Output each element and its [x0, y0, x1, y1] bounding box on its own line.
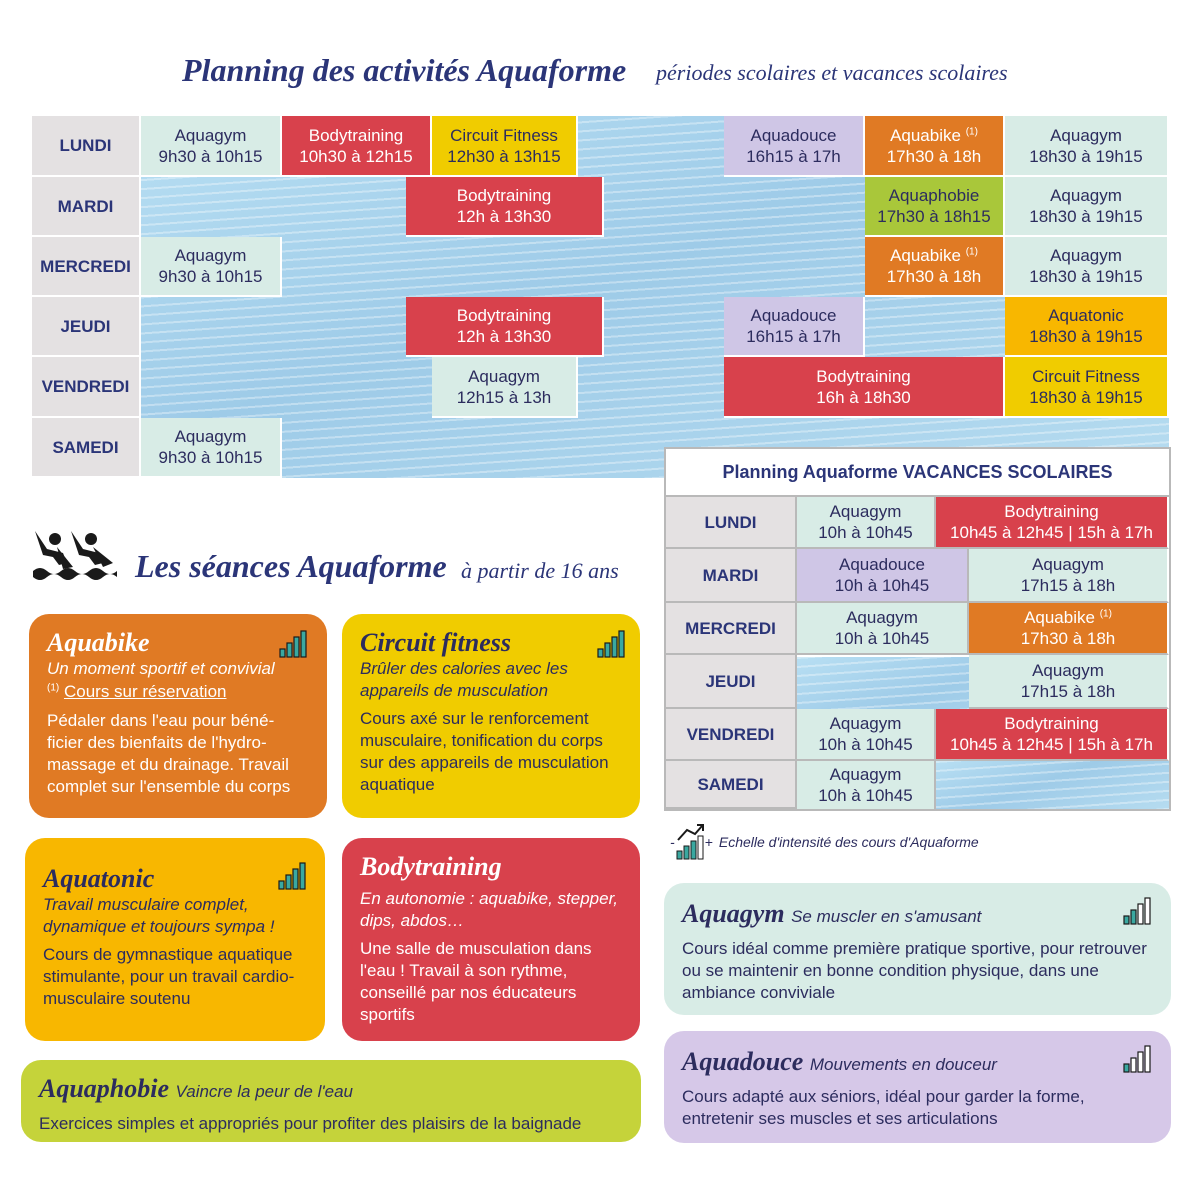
session-cell: Bodytraining 12h à 13h30	[406, 177, 604, 237]
page-subtitle: périodes scolaires et vacances scolaires	[656, 60, 1008, 85]
day-lundi: LUNDI	[32, 116, 141, 177]
intensity-bar	[293, 869, 298, 889]
card-circuit-fitness	[342, 614, 640, 818]
session-cell: Aquadouce 16h15 à 17h	[724, 116, 865, 177]
card-body: Une salle de musculation dans l'eau ! Travail à son rythme, conseillé par nos éducateurs sportifs	[360, 939, 592, 1024]
section-subtitle: à partir de 16 ans	[461, 558, 619, 583]
vac-day-jeudi: JEUDI	[666, 655, 797, 709]
vac-day-lundi: LUNDI	[666, 497, 797, 549]
vac-day-mardi: MARDI	[666, 549, 797, 603]
intensity-bar	[300, 863, 305, 889]
vac-session-cell: Bodytraining 10h45 à 12h45 | 15h à 17h	[936, 497, 1169, 549]
vac-session-cell: Aquagym 17h15 à 18h	[969, 549, 1169, 603]
vac-session-cell: Aquagym 17h15 à 18h	[969, 655, 1169, 709]
intensity-bar	[1124, 916, 1129, 924]
intensity-bar	[294, 637, 299, 657]
intensity-bar	[1138, 1052, 1143, 1072]
card-title-row: Aquaphobie Vaincre la peur de l'eau	[39, 1074, 353, 1103]
intensity-bar	[1138, 904, 1143, 924]
intensity-bar	[1145, 898, 1150, 924]
card-tagline: En autonomie : aquabike, stepper, dips, abdos…	[360, 889, 619, 930]
card-aquadouce	[664, 1031, 1171, 1143]
card-body: Cours axé sur le renforcement musculaire, tonification du corps sur des appareils de musculation aquatique	[360, 709, 609, 794]
vac-session-cell: Bodytraining 10h45 à 12h45 | 15h à 17h	[936, 709, 1169, 761]
vacation-schedule-table	[664, 447, 1171, 811]
pool-background	[936, 761, 1169, 809]
session-cell: Aquadouce 16h15 à 17h	[724, 297, 865, 357]
card-aquagym	[664, 883, 1171, 1015]
intensity-scale-icon	[675, 824, 705, 860]
intensity-icon	[277, 860, 309, 890]
intensity-bar	[605, 643, 610, 657]
page-title: Planning des activités Aquaforme	[182, 52, 627, 88]
vac-session-cell: Aquadouce 10h à 10h45	[797, 549, 969, 603]
card-body: Cours de gymnastique aquatique stimulante, pour un travail cardio-musculaire soutenu	[43, 945, 295, 1008]
vac-session-cell: Aquagym 10h à 10h45	[797, 761, 936, 809]
card-bodytraining	[342, 838, 640, 1041]
card-body: Cours idéal comme première pratique sportive, pour retrouver ou se maintenir en bonne condition physique, dans une ambiance conviviale	[682, 939, 1147, 1002]
intensity-bar	[619, 631, 624, 657]
vac-session-cell: Aquabike $^{(1)}$ 17h30 à 18h	[969, 603, 1169, 655]
card-title: Aquatonic	[43, 864, 155, 893]
day-vendredi: VENDREDI	[32, 357, 141, 418]
card-tagline: Un moment sportif et convivial	[47, 659, 275, 678]
vac-day-vendredi: VENDREDI	[666, 709, 797, 761]
session-cell: Bodytraining 10h30 à 12h15	[282, 116, 432, 177]
vac-session-cell: Aquagym 10h à 10h45	[797, 497, 936, 549]
session-cell: Aquagym 18h30 à 19h15	[1005, 237, 1169, 297]
card-aquabike	[29, 614, 327, 818]
section-title: Les séances Aquaforme	[135, 548, 447, 584]
session-cell: Aquatonic 18h30 à 19h15	[1005, 297, 1169, 357]
card-tagline: Brûler des calories avec les appareils de musculation	[360, 659, 568, 700]
vac-day-samedi: SAMEDI	[666, 761, 797, 809]
intensity-bar	[1131, 910, 1136, 924]
day-mardi: MARDI	[32, 177, 141, 237]
intensity-bar	[301, 631, 306, 657]
session-cell: Aquabike $^{(1)}$ 17h30 à 18h	[865, 116, 1005, 177]
intensity-bar	[287, 643, 292, 657]
card-title: Aquabike	[47, 628, 150, 657]
session-cell: Aquagym 9h30 à 10h15	[141, 418, 282, 478]
card-title-row: Aquadouce Mouvements en douceur	[682, 1047, 997, 1076]
intensity-icon	[1122, 1043, 1154, 1073]
session-cell: Circuit Fitness 12h30 à 13h15	[432, 116, 578, 177]
card-aquaphobie	[21, 1060, 641, 1142]
intensity-bar	[1131, 1058, 1136, 1072]
card-body: Cours adapté aux séniors, idéal pour garder la forme, entretenir ses muscles et ses articulations	[682, 1087, 1085, 1128]
swimmers-icon	[33, 527, 119, 583]
session-cell: Aquagym 9h30 à 10h15	[141, 237, 282, 297]
session-cell: Circuit Fitness 18h30 à 19h15	[1005, 357, 1169, 418]
intensity-icon	[1122, 895, 1154, 925]
card-tagline: Travail musculaire complet, dynamique et toujours sympa !	[43, 895, 275, 936]
intensity-icon	[278, 628, 310, 658]
card-body: Pédaler dans l'eau pour béné-ficier des bienfaits de l'hydro-massage et du drainage. Travail complet sur l'ensemble du corps	[47, 711, 291, 796]
day-samedi: SAMEDI	[32, 418, 141, 478]
card-body: Exercices simples et appropriés pour profiter des plaisirs de la baignade	[39, 1114, 582, 1133]
session-cell: Aquabike $^{(1)}$ 17h30 à 18h	[865, 237, 1005, 297]
card-aquatonic	[25, 838, 325, 1041]
day-mercredi: MERCREDI	[32, 237, 141, 297]
intensity-bar	[279, 881, 284, 889]
intensity-bar	[598, 649, 603, 657]
card-title: Bodytraining	[360, 852, 502, 881]
intensity-icon	[596, 628, 628, 658]
session-cell: Aquagym 18h30 à 19h15	[1005, 116, 1169, 177]
card-title-row: Aquagym Se muscler en s'amusant	[682, 899, 982, 928]
session-cell: Aquaphobie 17h30 à 18h15	[865, 177, 1005, 237]
session-cell: Aquagym 9h30 à 10h15	[141, 116, 282, 177]
intensity-bar	[280, 649, 285, 657]
session-cell: Bodytraining 12h à 13h30	[406, 297, 604, 357]
intensity-bar	[612, 637, 617, 657]
school-schedule-table	[32, 116, 1169, 478]
reservation-note: $^{(1)}$ Cours sur réservation	[47, 682, 227, 701]
day-jeudi: JEUDI	[32, 297, 141, 357]
card-title: Circuit fitness	[360, 628, 511, 657]
session-cell: Aquagym 12h15 à 13h	[432, 357, 578, 418]
vac-session-cell: Aquagym 10h à 10h45	[797, 603, 969, 655]
session-cell: Aquagym 18h30 à 19h15	[1005, 177, 1169, 237]
vacation-schedule-title: Planning Aquaforme VACANCES SCOLAIRES	[666, 449, 1169, 497]
intensity-bar	[1145, 1046, 1150, 1072]
intensity-bar	[1124, 1064, 1129, 1072]
intensity-legend: - + Echelle d'intensité des cours d'Aquaforme	[670, 824, 979, 860]
intensity-bar	[286, 875, 291, 889]
vac-day-mercredi: MERCREDI	[666, 603, 797, 655]
vac-session-cell: Aquagym 10h à 10h45	[797, 709, 936, 761]
session-cell: Bodytraining 16h à 18h30	[724, 357, 1005, 418]
